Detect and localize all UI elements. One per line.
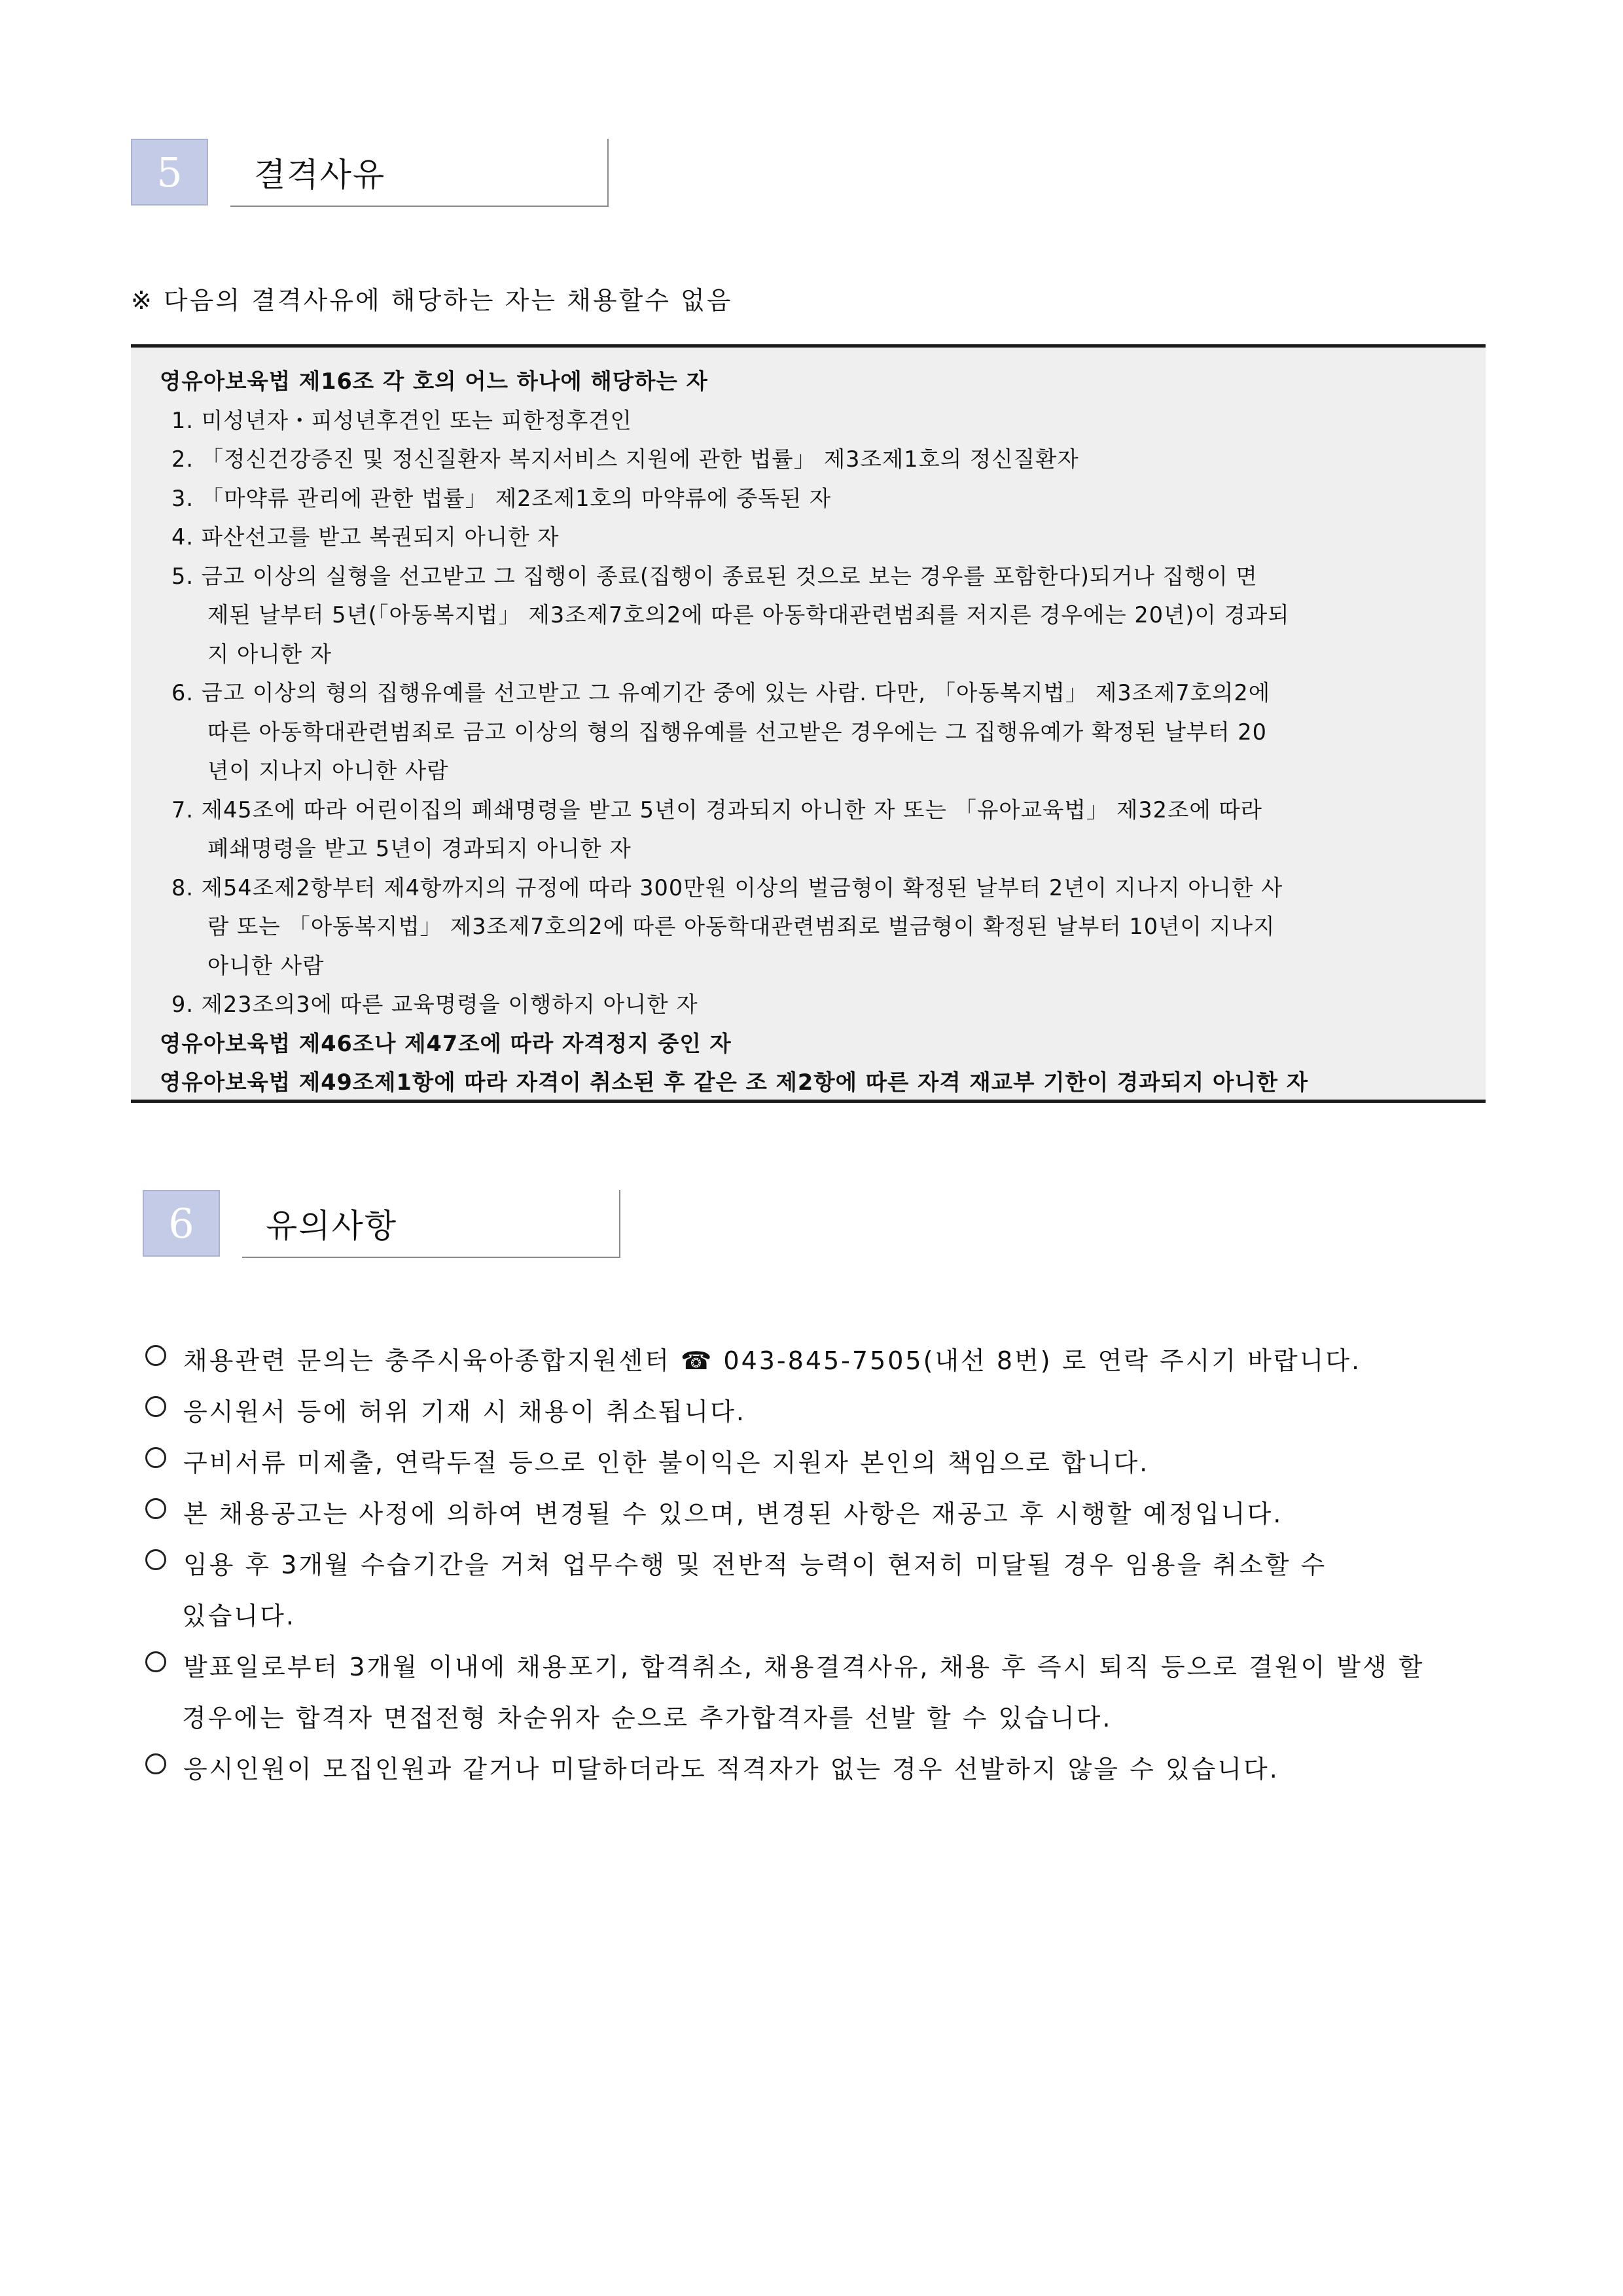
rule-heading: 영유아보육법 제46조나 제47조에 따라 자격정지 중인 자 xyxy=(160,1030,732,1056)
notice-item-continued: 있습니다. xyxy=(182,1602,296,1630)
rule-item-6-line-2: 따른 아동학대관련범죄로 금고 이상의 형의 집행유예를 선고받은 경우에는 그 집행유예가 확정된 날부터 20 xyxy=(207,719,1267,745)
rule-item-9 xyxy=(171,986,698,1018)
rule-item-8-line-2: 람 또는 「아동복지법」 제3조제7호의2에 따른 아동학대관련범죄로 벌금형이 확정된 날부터 10년이 지나지 xyxy=(207,914,1275,939)
rule-item-number: 1. xyxy=(171,407,194,433)
rule-item-text: 제45조에 따라 어린이집의 폐쇄명령을 받고 5년이 경과되지 아니한 자 또는 「유아교육법」 제32조에 따라 xyxy=(193,797,1263,823)
rule-item-number: 7. xyxy=(171,797,194,823)
rule-item-5-line-3: 지 아니한 자 xyxy=(207,641,332,667)
notice-item: 응시원서 등에 허위 기재 시 채용이 취소됩니다. xyxy=(183,1397,747,1426)
rule-item-text: 파산선고를 받고 복권되지 아니한 자 xyxy=(193,524,560,550)
rule-item-8 xyxy=(171,870,1283,902)
bullet-circle-icon xyxy=(145,1396,166,1417)
rule-item-number: 4. xyxy=(171,524,194,550)
rule-item-7 xyxy=(171,792,1262,824)
rule-item-7-line-2: 폐쇄명령을 받고 5년이 경과되지 아니한 자 xyxy=(207,836,632,861)
rule-item-text: 제54조제2항부터 제4항까지의 규정에 따라 300만원 이상의 벌금형이 확정된 날부터 2년이 지나지 아니한 사 xyxy=(193,874,1283,901)
rule-item-4 xyxy=(171,519,560,551)
notice-item: 본 채용공고는 사정에 의하여 변경될 수 있으며, 변경된 사항은 재공고 후 시행할 예정입니다. xyxy=(183,1499,1283,1528)
notice-item: 구비서류 미제출, 연락두절 등으로 인한 불이익은 지원자 본인의 책임으로 합니다. xyxy=(183,1448,1150,1477)
rule-item-8-line-3: 아니한 사람 xyxy=(207,952,325,978)
bullet-circle-icon xyxy=(145,1345,166,1366)
disqualification-note: ※ 다음의 결격사유에 해당하는 자는 채용할수 없음 xyxy=(131,286,733,315)
rule-heading: 영유아보육법 제16조 각 호의 어느 하나에 해당하는 자 xyxy=(160,368,708,394)
rule-item-number: 6. xyxy=(171,680,194,706)
rule-item-number: 2. xyxy=(171,446,194,472)
rule-item-1 xyxy=(171,403,632,435)
bullet-circle-icon xyxy=(145,1753,166,1774)
section-5-title: 결격사유 xyxy=(230,139,609,207)
rule-heading: 영유아보육법 제49조제1항에 따라 자격이 취소된 후 같은 조 제2항에 따른 자격 재교부 기한이 경과되지 아니한 자 xyxy=(160,1069,1309,1095)
rule-item-text: 미성년자・피성년후견인 또는 피한정후견인 xyxy=(193,407,632,433)
notice-item: 채용관련 문의는 충주시육아종합지원센터 ☎ 043-845-7505(내선 8번) 로 연락 주시기 바랍니다. xyxy=(183,1346,1362,1375)
rule-item-5-line-2: 제된 날부터 5년(「아동복지법」 제3조제7호의2에 따른 아동학대관련범죄를 저지른 경우에는 20년)이 경과되 xyxy=(207,602,1290,628)
rule-item-6-line-3: 년이 지나지 아니한 사람 xyxy=(207,758,449,783)
rule-item-text: 「마약류 관리에 관한 법률」 제2조제1호의 마약류에 중독된 자 xyxy=(193,485,832,511)
disqualification-box xyxy=(131,344,1486,1103)
rule-item-3 xyxy=(171,480,831,512)
bullet-circle-icon xyxy=(145,1549,166,1570)
rule-item-number: 3. xyxy=(171,485,194,511)
bullet-circle-icon xyxy=(145,1651,166,1672)
rule-item-5 xyxy=(171,558,1258,590)
bullet-circle-icon xyxy=(145,1447,166,1468)
rule-item-6 xyxy=(171,675,1270,707)
notice-item: 발표일로부터 3개월 이내에 채용포기, 합격취소, 채용결격사유, 채용 후 즉시 퇴직 등으로 결원이 발생 할 xyxy=(183,1653,1425,1681)
section-5-number: 5 xyxy=(131,139,208,206)
rule-item-text: 금고 이상의 실형을 선고받고 그 집행이 종료(집행이 종료된 것으로 보는 경우를 포함한다)되거나 집행이 면 xyxy=(193,563,1258,589)
section-6-title: 유의사항 xyxy=(242,1190,620,1258)
section-6-number: 6 xyxy=(143,1190,220,1257)
notice-item-continued: 경우에는 합격자 면접전형 차순위자 순으로 추가합격자를 선발 할 수 있습니다. xyxy=(182,1704,1113,1732)
rule-item-text: 제23조의3에 따른 교육명령을 이행하지 아니한 자 xyxy=(193,992,698,1017)
rule-item-number: 8. xyxy=(171,874,194,901)
rule-item-text: 「정신건강증진 및 정신질환자 복지서비스 지원에 관한 법률」 제3조제1호의 정신질환자 xyxy=(193,446,1079,472)
rule-item-number: 9. xyxy=(171,992,194,1017)
bullet-circle-icon xyxy=(145,1498,166,1519)
notice-item: 응시인원이 모집인원과 같거나 미달하더라도 적격자가 없는 경우 선발하지 않을 수 있습니다. xyxy=(183,1755,1279,1784)
rule-item-number: 5. xyxy=(171,563,194,589)
notice-item: 임용 후 3개월 수습기간을 거쳐 업무수행 및 전반적 능력이 현저히 미달될 경우 임용을 취소할 수 xyxy=(183,1551,1327,1579)
rule-item-text: 금고 이상의 형의 집행유예를 선고받고 그 유예기간 중에 있는 사람. 다만, 「아동복지법」 제3조제7호의2에 xyxy=(193,680,1271,706)
rule-item-2 xyxy=(171,441,1079,473)
